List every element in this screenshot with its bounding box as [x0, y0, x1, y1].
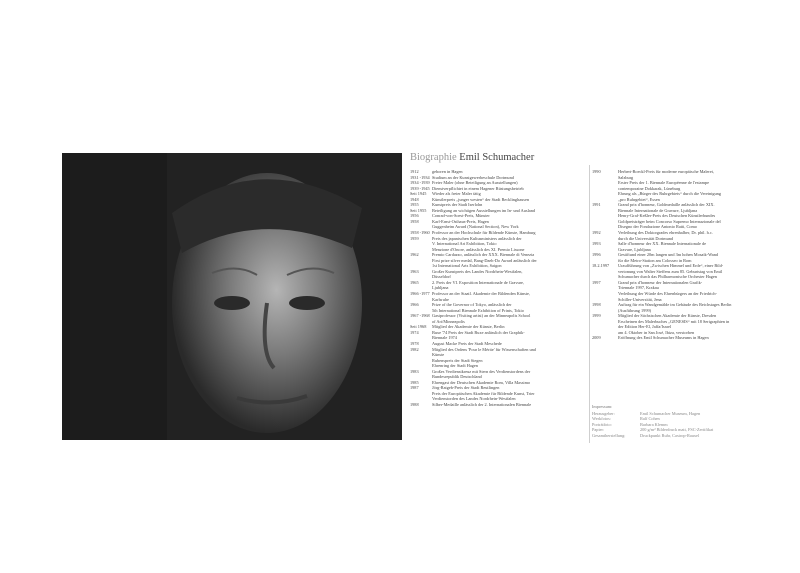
entry-year: 1967 -1968: [410, 313, 430, 319]
entry-year: 1997: [592, 279, 601, 285]
entry-year: 1992: [592, 230, 601, 236]
entry-text: Jörg-Ratgeb-Preis der Stadt Reutlingen Preis der Europäischen Akademie für Bildende Kunst, Trier Verdienstorden des Landes Nordrhein-Westfalen: [432, 385, 535, 402]
timeline-entry: [592, 241, 770, 252]
entry-text: Grand prix d'honneur, Goldmedaille anlässlich der XIX. Biennale Internationale de Gravure, Ljubljana Henry-Graf-Keßler-Preis des Deutschen Künstlerbundes Goldpreisträger beim Concorso Supremo Internazionale del Disegno der Fondazione Antonio Ratti, Como: [618, 202, 721, 230]
entry-year: 1956: [410, 213, 419, 219]
timeline-entry: [410, 291, 590, 302]
entry-text: Professor an der Staatl. Akademie der Bildenden Künste, Karlsruhe: [432, 291, 530, 302]
entry-year: Seit 1945: [410, 191, 427, 197]
title-name: Emil Schumacher: [459, 152, 535, 163]
entry-year: 1993: [592, 241, 601, 247]
entry-text: Premio Cardazzo, anlässlich der XXX. Biennale di Venezia First prize silver medal, Bang-Daeh-Do Award anlässlich der 1st International Arts Exhibition, Saigon: [432, 252, 537, 269]
impressum-label: Porträtfoto:: [592, 421, 612, 427]
entry-text: Karl-Ernst-Osthaus-Preis, Hagen Guggenheim Award (National Section), New York: [432, 218, 519, 230]
impressum-label: Gesamtherstellung:: [592, 432, 626, 438]
entry-year: 18.2.1997: [592, 263, 610, 269]
entry-year: 1983: [410, 368, 419, 374]
impressum-label: Werkfotos:: [592, 416, 611, 422]
entry-text: Prize of the Governor of Tokyo, anlässlich der 5th International Biennale Exhibition of Prints, Tokio: [432, 302, 524, 313]
entry-year: 1948: [410, 196, 419, 202]
timeline-entry: [592, 335, 770, 341]
entry-text: Auftrag für ein Wandgemälde im Gebäude des Reichstages Berlin (Ausführung 1999): [618, 302, 732, 313]
entry-text: Conrad-von-Soest-Preis, Münster: [432, 213, 490, 219]
timeline-entry: [592, 202, 770, 230]
entry-year: 1990: [592, 169, 601, 174]
page-title: [410, 152, 534, 163]
entry-year: 1991: [592, 202, 601, 208]
impressum-row: [592, 433, 770, 439]
title-prefix: Biographie: [410, 152, 457, 163]
entry-year: 1988: [410, 401, 419, 407]
timeline-entry: [410, 219, 590, 230]
entry-year: 1959: [410, 235, 419, 241]
impressum-value: 200 g/m² Bilderdruck matt, FSC-Zertifikat: [640, 427, 714, 433]
timeline-entry: [410, 280, 590, 291]
entry-year: 1998: [592, 302, 601, 308]
entry-text: Gestiftund einer 20m langen und 3m hohen Mosaik-Wand für die Metro-Station am Colosseo in Rom: [618, 252, 719, 263]
impressum-label: Papier:: [592, 427, 605, 433]
entry-text: Freier Maler (ohne Beteiligung an Ausstellungen): [432, 180, 518, 186]
entry-text: Beteiligung an wichtigen Ausstellungen im In- und Ausland: [432, 207, 535, 213]
entry-year: 1958: [410, 218, 419, 224]
entry-year: 1912: [410, 169, 419, 174]
timeline-entry: [410, 236, 590, 253]
timeline-entry: [410, 385, 590, 402]
timeline-entry: [410, 252, 590, 269]
entry-text: Silber-Medaille anlässlich der 2. Internationalen Biennale: [432, 401, 532, 407]
entry-text: Herbert-Boeckl-Preis für moderne europäische Malerei, Salzburg Erster Preis der 1. Biennale Européenne de l'estampe contemporaine Dokkarak, Lüneburg Ehrung als „Bürger des Ruhrgebiets“ durch die Vereinigung „pro Ruhrgebiet“, Essen: [618, 169, 721, 202]
entry-year: 1978: [410, 340, 419, 346]
entry-year: 1958 -1960: [410, 230, 430, 236]
timeline-entry: [410, 302, 590, 313]
impressum-value: Ralf Cohen: [640, 416, 660, 422]
entry-text: Mitglied der Sächsischen Akademie der Künste, Dresden Erscheinen des Malerbuches „GENESIS“ mit 18 Serigraphien in der Edition Her-El, Jaffa/Israel am 4. Oktober in San José, Ibiza, verstorben: [618, 313, 730, 335]
timeline-entry: [410, 402, 590, 408]
entry-year: 1974: [410, 329, 419, 335]
entry-text: Großer Kunstpreis des Landes Nordrhein-Westfalen, Düsseldorf: [432, 268, 523, 280]
timeline-entry: [410, 347, 590, 369]
entry-year: 1985: [410, 379, 419, 385]
entry-text: Dienstverpflichtet in einem Hagener Rüstungsbetrieb: [432, 185, 524, 191]
entry-text: Buxe '74 Preis der Stadt Buxe anlässlich der Graphik- Biennale 1974: [432, 329, 525, 341]
impressum: [592, 404, 770, 438]
impressum-heading: Impressum:: [592, 404, 613, 409]
timeline-entry: [592, 169, 770, 202]
timeline-entry: [410, 369, 590, 380]
entry-year: 1999: [592, 313, 601, 319]
impressum-value: Barbara Klemm: [640, 421, 668, 427]
timeline-entry: [592, 280, 770, 302]
timeline-entry: [592, 302, 770, 313]
entry-text: Großes Verdienstkreuz mit Stern des Verdienstordens der Bundesrepublik Deutschland: [432, 368, 531, 380]
entry-text: Ehrengast der Deutschen Akademie Rom, Villa Massimo: [432, 379, 531, 385]
entry-year: 1955: [410, 202, 419, 208]
entry-text: Gastprofessor (Visiting artist) an der Minneapolis School of Art/Minneapolis: [432, 313, 531, 324]
entry-year: 1939 -1945: [410, 185, 430, 191]
impressum-value: Emil Schumacher Museum, Hagen: [640, 410, 701, 416]
timeline-entry: [410, 330, 590, 341]
entry-text: Wieder als freier Maler tätig: [432, 191, 481, 197]
impressum-label: Herausgeber:: [592, 410, 615, 416]
biography-column-left: [410, 169, 590, 408]
entry-text: Mitglied des Ordens 'Pour le Mérite' für Wissenschaften und Künste Rubenspreis der Stadt Siegen Ehrenring der Stadt Hagen: [432, 346, 536, 369]
entry-text: Grand prix d'honneur der Internationalen Grafik- Triennale 1997, Krakau Verleihung der Würde des Ehrenbürgers an der Friedrich- Schiller-Universität, Jena: [618, 279, 717, 302]
entry-text: Professor an der Hochschule für Bildende Künste, Hamburg: [432, 230, 536, 236]
entry-text: Kunstpreis der Stadt Iserlohn: [432, 202, 483, 208]
entry-year: 1966 -1977: [410, 291, 430, 297]
entry-year: 1931 -1934: [410, 174, 430, 180]
entry-year: Seit 1968: [410, 324, 427, 330]
portrait-photo: [62, 153, 402, 440]
entry-year: 1963: [410, 268, 419, 274]
entry-text: 2. Preis der VI. Exposition Internationale de Gravure, Ljubljana: [432, 279, 525, 291]
entry-text: Verleihung des Doktorgrades ehrenhalber, Dr. phil. h.c. durch die Universität Dortmund: [618, 230, 713, 241]
entry-year: 2009: [592, 335, 601, 341]
timeline-entry: [410, 269, 590, 280]
entry-year: 1987: [410, 385, 419, 391]
timeline-entry: [592, 263, 770, 280]
entry-text: Mitglied der Akademie der Künste, Berlin: [432, 324, 505, 330]
entry-year: Seit 1955: [410, 207, 427, 213]
entry-text: Preis des japanischen Kultusministers anlässlich der V. International Art Exhibition, Tokio Menzione d'Onore, anlässlich des XI. Premio Lissone: [432, 235, 525, 252]
entry-text: Künstlerpreis „junger westen“ der Stadt Recklinghausen: [432, 196, 530, 202]
entry-text: geboren in Hagen: [432, 169, 463, 174]
entry-text: Salle d'honneur der XX. Biennale Internationale de Gravure, Ljubljana: [618, 241, 706, 252]
entry-text: Studium an der Kunstgewerbeschule Dortmund: [432, 174, 514, 180]
entry-year: 1996: [592, 252, 601, 258]
entry-year: 1934 -1939: [410, 180, 430, 186]
entry-year: 1982: [410, 346, 419, 352]
entry-year: 1966: [410, 302, 419, 308]
column-divider: [589, 165, 590, 443]
entry-text: Eröffnung des Emil Schumacher Museums in Hagen: [618, 335, 709, 341]
impressum-value: Druckpunkt Ruhr, Castrop-Rauxel: [640, 432, 700, 438]
timeline-entry: [410, 313, 590, 324]
timeline-entry: [592, 230, 770, 241]
entry-year: 1965: [410, 279, 419, 285]
timeline-entry: [592, 252, 770, 263]
biography-column-right: [592, 169, 770, 341]
timeline-entry: [592, 313, 770, 335]
entry-text: Uraufführung von „Zwischen Himmel und Erde“, einer Bild- vertonung von Walter Steffens zum 85. Geburtstag von Emil Schumacher durch das Philharmonische Orchester Hagen: [618, 263, 724, 280]
entry-text: August Macke Preis der Stadt Meschede: [432, 340, 502, 346]
entry-year: 1962: [410, 252, 419, 258]
